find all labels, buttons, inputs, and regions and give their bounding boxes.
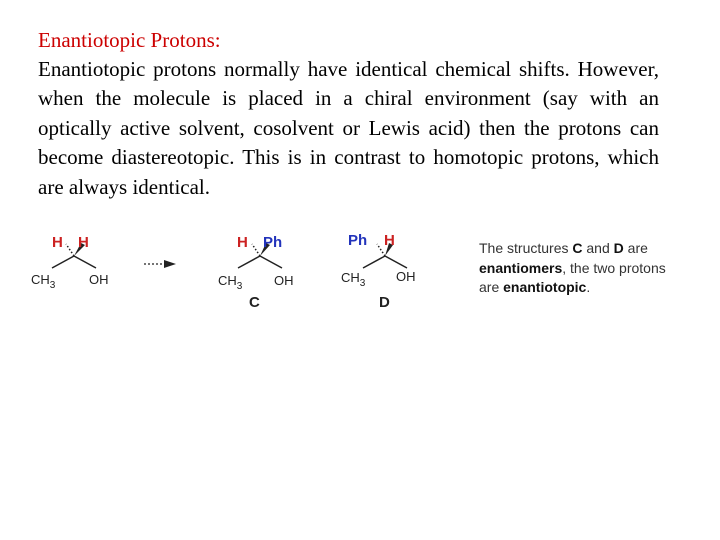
methyl-subscript: 3 <box>236 281 243 292</box>
hydroxyl-label: OH <box>89 272 109 287</box>
arrow-head <box>164 260 176 268</box>
caption-text-3: are <box>623 240 648 256</box>
methyl-label <box>218 273 243 292</box>
methyl-ch: CH <box>341 270 360 285</box>
caption-text-1: The structures <box>479 240 573 256</box>
hydroxyl-label: OH <box>274 273 294 288</box>
methyl-subscript: 3 <box>49 280 56 291</box>
caption-enantiomers: enantiomers <box>479 259 563 276</box>
methyl-subscript: 3 <box>359 278 366 289</box>
caption-text-5: . <box>586 279 591 295</box>
atom-ph: Ph <box>263 234 283 251</box>
bond-right <box>385 256 407 268</box>
reaction-arrow <box>144 260 176 268</box>
caption-enantiotopic: enantiotopic <box>503 279 587 295</box>
label-d: D <box>379 294 390 311</box>
caption-text-4: , the two protons are <box>479 259 666 295</box>
bond-left <box>238 256 260 268</box>
bond-left <box>363 256 385 268</box>
molecule-d <box>341 232 416 311</box>
methyl-label <box>341 270 366 289</box>
hashed-bond <box>66 244 74 256</box>
atom-h: H <box>384 232 395 249</box>
molecule-1 <box>31 234 109 291</box>
bond-right <box>260 256 282 268</box>
atom-ph: Ph <box>348 232 368 249</box>
slide-title: Enantiotopic Protons: <box>38 28 221 52</box>
hashed-bond <box>252 244 260 256</box>
methyl-label <box>31 272 56 291</box>
caption-text-2: and <box>582 240 614 256</box>
bond-left <box>52 256 74 268</box>
atom-h-left: H <box>52 234 63 251</box>
caption-c: C <box>572 240 583 256</box>
caption-d: D <box>613 240 624 256</box>
methyl-ch: CH <box>218 273 237 288</box>
label-c: C <box>249 294 260 311</box>
hydroxyl-label: OH <box>396 269 416 284</box>
atom-h: H <box>237 234 248 251</box>
atom-h-right: H <box>78 234 89 251</box>
bond-right <box>74 256 96 268</box>
methyl-ch: CH <box>31 272 50 287</box>
figure-caption <box>479 239 679 298</box>
molecule-c <box>218 234 294 311</box>
slide-paragraph: Enantiotopic protons normally have identical chemical shifts. However, when the molecule is placed in a chiral environment (say with an optically active solvent, cosolvent or Lewis acid) then the protons can become diastereotopic. This is in contrast to homotopic protons, which are always identical. <box>38 57 659 199</box>
